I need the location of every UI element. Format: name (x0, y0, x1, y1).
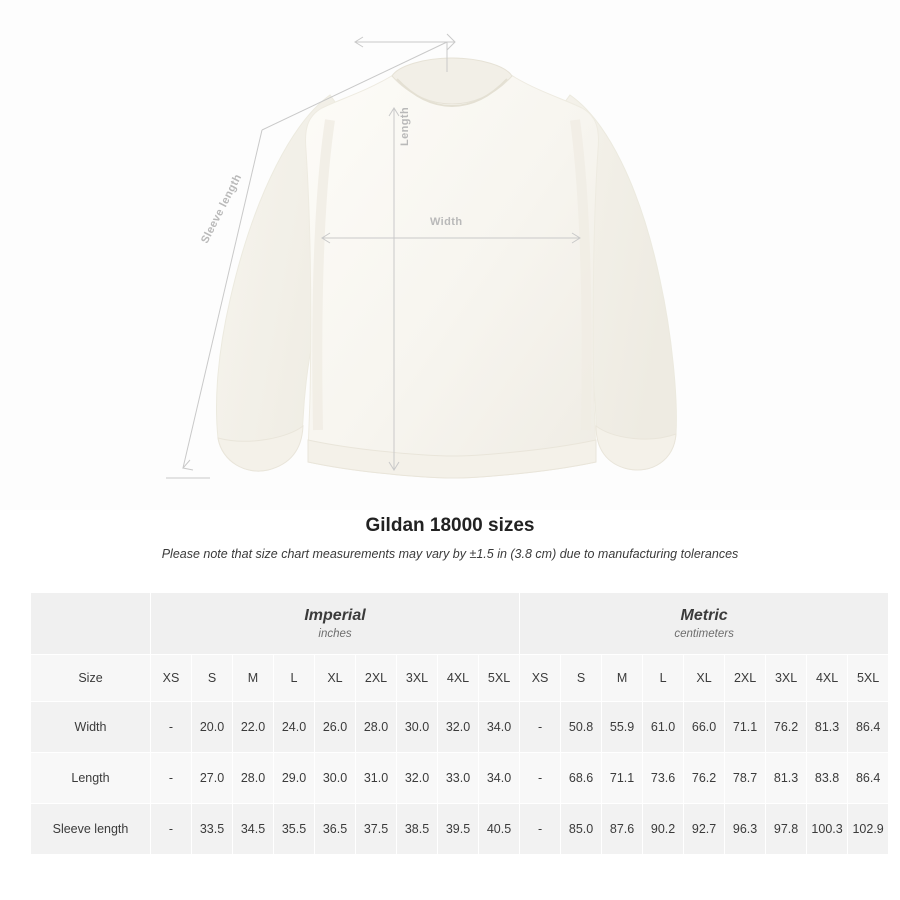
size-header-imperial-5xl: 5XL (479, 655, 520, 702)
cell-width-metric-5xl: 86.4 (848, 702, 889, 753)
title-block (0, 515, 900, 561)
cell-sleeve-metric-4xl: 100.3 (807, 804, 848, 855)
cell-width-imperial-l: 24.0 (274, 702, 315, 753)
cell-width-metric-xl: 66.0 (684, 702, 725, 753)
cell-sleeve-imperial-4xl: 39.5 (438, 804, 479, 855)
cell-length-metric-2xl: 78.7 (725, 753, 766, 804)
cell-width-metric-2xl: 71.1 (725, 702, 766, 753)
cell-width-metric-l: 61.0 (643, 702, 684, 753)
cell-sleeve-metric-xs: - (520, 804, 561, 855)
page-title: Gildan 18000 sizes (365, 515, 535, 536)
cell-sleeve-imperial-s: 33.5 (192, 804, 233, 855)
cell-length-metric-3xl: 81.3 (766, 753, 807, 804)
cell-length-imperial-xs: - (151, 753, 192, 804)
cell-sleeve-metric-2xl: 96.3 (725, 804, 766, 855)
cell-length-metric-m: 71.1 (602, 753, 643, 804)
cell-width-metric-xs: - (520, 702, 561, 753)
cell-width-imperial-xl: 26.0 (315, 702, 356, 753)
size-header-imperial-s: S (192, 655, 233, 702)
table-row (31, 753, 889, 804)
cell-width-imperial-3xl: 30.0 (397, 702, 438, 753)
cell-length-metric-xs: - (520, 753, 561, 804)
cell-length-imperial-xl: 30.0 (315, 753, 356, 804)
size-header-imperial-2xl: 2XL (356, 655, 397, 702)
unit-sub-metric: centimeters (674, 627, 734, 640)
cell-width-imperial-xs: - (151, 702, 192, 753)
size-table-wrapper (30, 592, 884, 855)
size-header-metric-l: L (643, 655, 684, 702)
cell-sleeve-imperial-m: 34.5 (233, 804, 274, 855)
cell-width-metric-s: 50.8 (561, 702, 602, 753)
cell-width-imperial-4xl: 32.0 (438, 702, 479, 753)
row-label-sleeve-length: Sleeve length (31, 804, 151, 855)
cell-width-imperial-2xl: 28.0 (356, 702, 397, 753)
cell-length-metric-4xl: 83.8 (807, 753, 848, 804)
cell-sleeve-imperial-5xl: 40.5 (479, 804, 520, 855)
unit-name-metric: Metric (680, 606, 728, 624)
cell-length-imperial-2xl: 31.0 (356, 753, 397, 804)
size-header-imperial-l: L (274, 655, 315, 702)
size-header-imperial-xs: XS (151, 655, 192, 702)
unit-name-imperial: Imperial (304, 606, 366, 624)
size-header-metric-xl: XL (684, 655, 725, 702)
size-header-metric-5xl: 5XL (848, 655, 889, 702)
cell-sleeve-metric-m: 87.6 (602, 804, 643, 855)
unit-header-row (31, 593, 889, 655)
size-header-imperial-4xl: 4XL (438, 655, 479, 702)
size-header-metric-3xl: 3XL (766, 655, 807, 702)
size-header-metric-4xl: 4XL (807, 655, 848, 702)
cell-length-metric-5xl: 86.4 (848, 753, 889, 804)
cell-width-imperial-m: 22.0 (233, 702, 274, 753)
size-header-imperial-3xl: 3XL (397, 655, 438, 702)
size-header-imperial-m: M (233, 655, 274, 702)
size-header-imperial-xl: XL (315, 655, 356, 702)
size-header-metric-s: S (561, 655, 602, 702)
cell-sleeve-imperial-xs: - (151, 804, 192, 855)
row-label-width: Width (31, 702, 151, 753)
size-header-metric-2xl: 2XL (725, 655, 766, 702)
size-chart-table (30, 592, 889, 855)
cell-width-metric-3xl: 76.2 (766, 702, 807, 753)
cell-sleeve-metric-xl: 92.7 (684, 804, 725, 855)
unit-corner-cell (31, 593, 151, 655)
cell-sleeve-imperial-xl: 36.5 (315, 804, 356, 855)
cell-length-metric-l: 73.6 (643, 753, 684, 804)
cell-sleeve-metric-l: 90.2 (643, 804, 684, 855)
cell-length-imperial-l: 29.0 (274, 753, 315, 804)
cell-sleeve-metric-3xl: 97.8 (766, 804, 807, 855)
table-row (31, 804, 889, 855)
length-label: Length (399, 106, 411, 146)
width-label: Width (430, 216, 463, 228)
cell-length-imperial-4xl: 33.0 (438, 753, 479, 804)
cell-sleeve-imperial-3xl: 38.5 (397, 804, 438, 855)
row-label-length: Length (31, 753, 151, 804)
cell-width-metric-m: 55.9 (602, 702, 643, 753)
cell-length-imperial-5xl: 34.0 (479, 753, 520, 804)
size-header-metric-xs: XS (520, 655, 561, 702)
cell-length-metric-xl: 76.2 (684, 753, 725, 804)
unit-group-imperial (151, 593, 520, 655)
cell-length-metric-s: 68.6 (561, 753, 602, 804)
size-header-row (31, 655, 889, 702)
cell-length-imperial-s: 27.0 (192, 753, 233, 804)
cell-length-imperial-3xl: 32.0 (397, 753, 438, 804)
cell-sleeve-imperial-l: 35.5 (274, 804, 315, 855)
unit-sub-imperial: inches (318, 627, 352, 640)
size-header-metric-m: M (602, 655, 643, 702)
sleeve-length-label: Sleeve length (199, 172, 245, 246)
cell-width-imperial-s: 20.0 (192, 702, 233, 753)
table-row (31, 702, 889, 753)
cell-sleeve-imperial-2xl: 37.5 (356, 804, 397, 855)
tolerance-note: Please note that size chart measurements may vary by ±1.5 in (3.8 cm) due to manufacturing tolerances (161, 547, 739, 561)
cell-width-imperial-5xl: 34.0 (479, 702, 520, 753)
unit-group-metric (520, 593, 889, 655)
size-header-label: Size (31, 655, 151, 702)
cell-sleeve-metric-5xl: 102.9 (848, 804, 889, 855)
cell-length-imperial-m: 28.0 (233, 753, 274, 804)
cell-sleeve-metric-s: 85.0 (561, 804, 602, 855)
cell-width-metric-4xl: 81.3 (807, 702, 848, 753)
